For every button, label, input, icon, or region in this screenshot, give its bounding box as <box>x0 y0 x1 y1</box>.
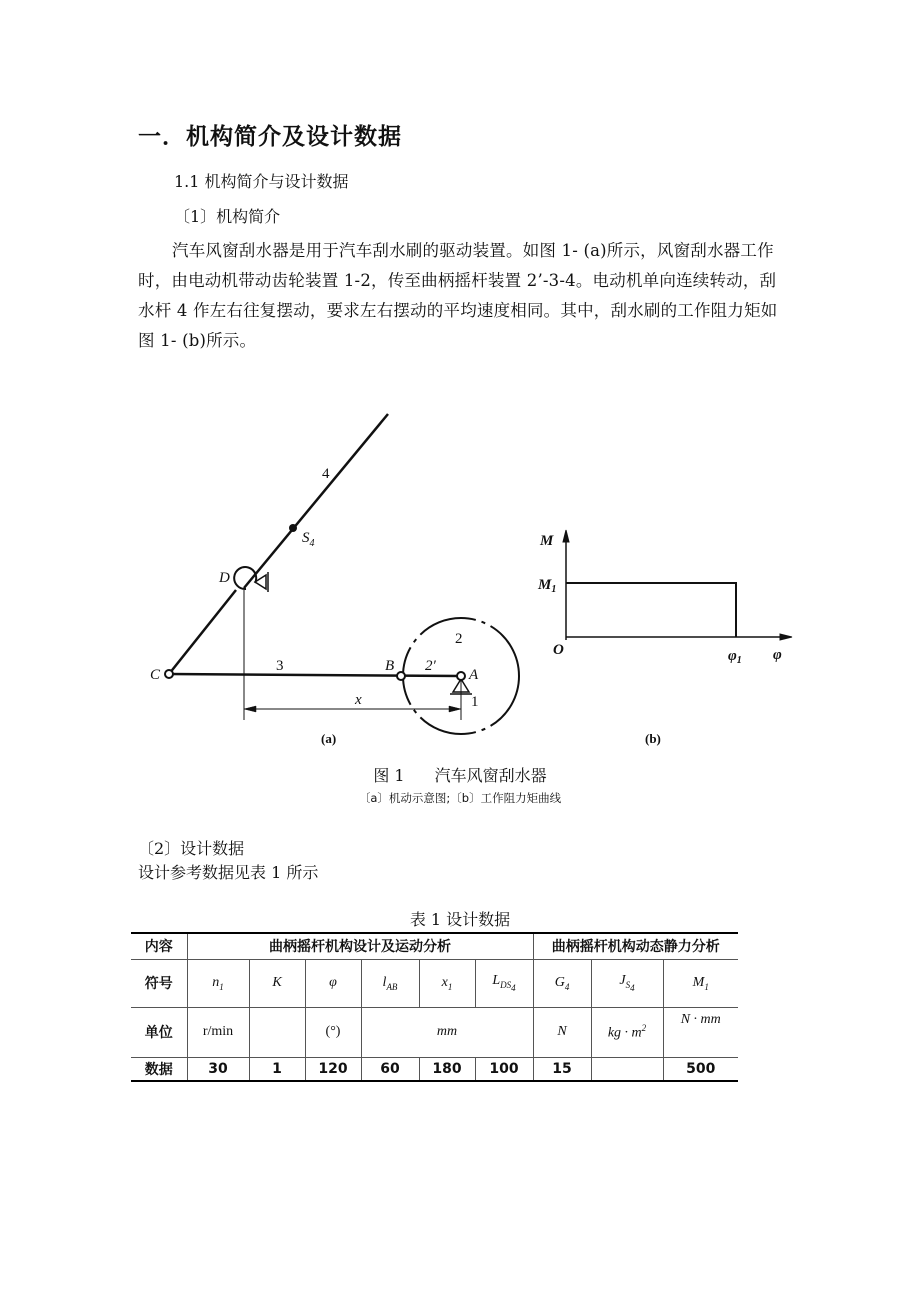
label-m: M <box>540 533 554 549</box>
label-link-2p: 2′ <box>425 658 436 674</box>
link-3 <box>169 674 461 676</box>
value-js4 <box>591 1057 663 1081</box>
unit-n: N <box>533 1007 591 1057</box>
moment-line <box>566 583 736 637</box>
design-data-table <box>131 932 738 1082</box>
label-link-4: 4 <box>322 466 330 482</box>
subsection-title: 1.1 机构简介与设计数据 <box>174 172 349 191</box>
label-one: 1 <box>471 694 479 710</box>
point-s4 <box>289 524 297 532</box>
table-reference: 设计参考数据见表 1 所示 <box>138 863 319 882</box>
row-label-symbol: 符号 <box>131 959 187 1007</box>
label-d: D <box>219 570 230 586</box>
symbol-lab: $l_{AB}$ <box>361 959 419 1007</box>
group-dynamic: 曲柄摇杆机构动态静力分析 <box>533 933 738 959</box>
label-c: C <box>150 667 161 683</box>
label-link-3: 3 <box>276 658 284 674</box>
row-label-data: 数据 <box>131 1057 187 1081</box>
table-row <box>131 959 738 1007</box>
symbol-g4: $G_4$ <box>533 959 591 1007</box>
symbol-lds4: $L_{DS_4}$ <box>475 959 533 1007</box>
symbol-phi: φ <box>305 959 361 1007</box>
value-phi: 120 <box>305 1057 361 1081</box>
value-x1: 180 <box>419 1057 475 1081</box>
unit-phi: (°) <box>305 1007 361 1057</box>
label-a: A <box>469 667 479 683</box>
table-row <box>131 1057 738 1081</box>
joint-c <box>165 670 173 678</box>
label-panel-b: (b) <box>645 731 661 746</box>
value-g4: 15 <box>533 1057 591 1081</box>
joint-b <box>397 672 405 680</box>
value-lds4: 100 <box>475 1057 533 1081</box>
unit-nmm: N · mm <box>663 1007 738 1057</box>
label-o: O <box>553 642 564 658</box>
label-x: x <box>355 692 362 708</box>
table-row <box>131 1007 738 1057</box>
unit-n1: r/min <box>187 1007 249 1057</box>
joint-a <box>457 672 465 680</box>
label-m1: $M_1$ <box>538 577 557 595</box>
subsection-label: 〔1〕机构简介 <box>174 207 281 226</box>
figure-number: 图 1 <box>373 766 405 785</box>
label-panel-a: (a) <box>321 731 337 746</box>
unit-mm: mm <box>361 1007 533 1057</box>
label-phi1: $\varphi_1$ <box>728 648 742 666</box>
value-k: 1 <box>249 1057 305 1081</box>
symbol-x1: $x_1$ <box>419 959 475 1007</box>
moment-curve <box>563 530 792 640</box>
unit-k <box>249 1007 305 1057</box>
table-row <box>131 933 738 959</box>
row-label-content: 内容 <box>131 933 187 959</box>
value-m1: 500 <box>663 1057 738 1081</box>
group-kinematic: 曲柄摇杆机构设计及运动分析 <box>187 933 533 959</box>
unit-kgm2: kg · $m^2$ <box>591 1007 663 1057</box>
section-heading: 一．机构简介及设计数据 <box>138 124 402 150</box>
label-s: $S_4$ <box>302 530 315 549</box>
symbol-k: K <box>249 959 305 1007</box>
value-n1: 30 <box>187 1057 249 1081</box>
label-two: 2 <box>455 631 463 647</box>
intro-paragraph: 汽车风窗刮水器是用于汽车刮水刷的驱动装置。如图 1- (a)所示，风窗刮水器工作时，由电动机带动齿轮装置 1-2，传至曲柄摇杆装置 2’-3-4。电动机单向连续转动，刮水杆 4 作左右往复摆动，要求左右摆动的平均速度相同。其中，刮水刷的工作阻力矩如图 1- (b)所示。 <box>138 241 778 350</box>
symbol-js4: $J_{S_4}$ <box>591 959 663 1007</box>
link-4 <box>244 414 388 588</box>
label-b: B <box>385 658 395 674</box>
table-caption: 表 1 设计数据 <box>409 910 511 929</box>
symbol-n1: $n_1$ <box>187 959 249 1007</box>
value-lab: 60 <box>361 1057 419 1081</box>
label-phi: φ <box>773 647 782 663</box>
figure-title: 汽车风窗刮水器 <box>434 766 547 785</box>
link-4-lower <box>169 590 236 674</box>
figure-caption <box>0 763 920 786</box>
symbol-m1: $M_1$ <box>663 959 738 1007</box>
subsection-label-2: 〔2〕设计数据 <box>138 839 245 858</box>
figure-subcaption: 〔a〕机动示意图;〔b〕工作阻力矩曲线 <box>358 791 562 805</box>
row-label-unit: 单位 <box>131 1007 187 1057</box>
